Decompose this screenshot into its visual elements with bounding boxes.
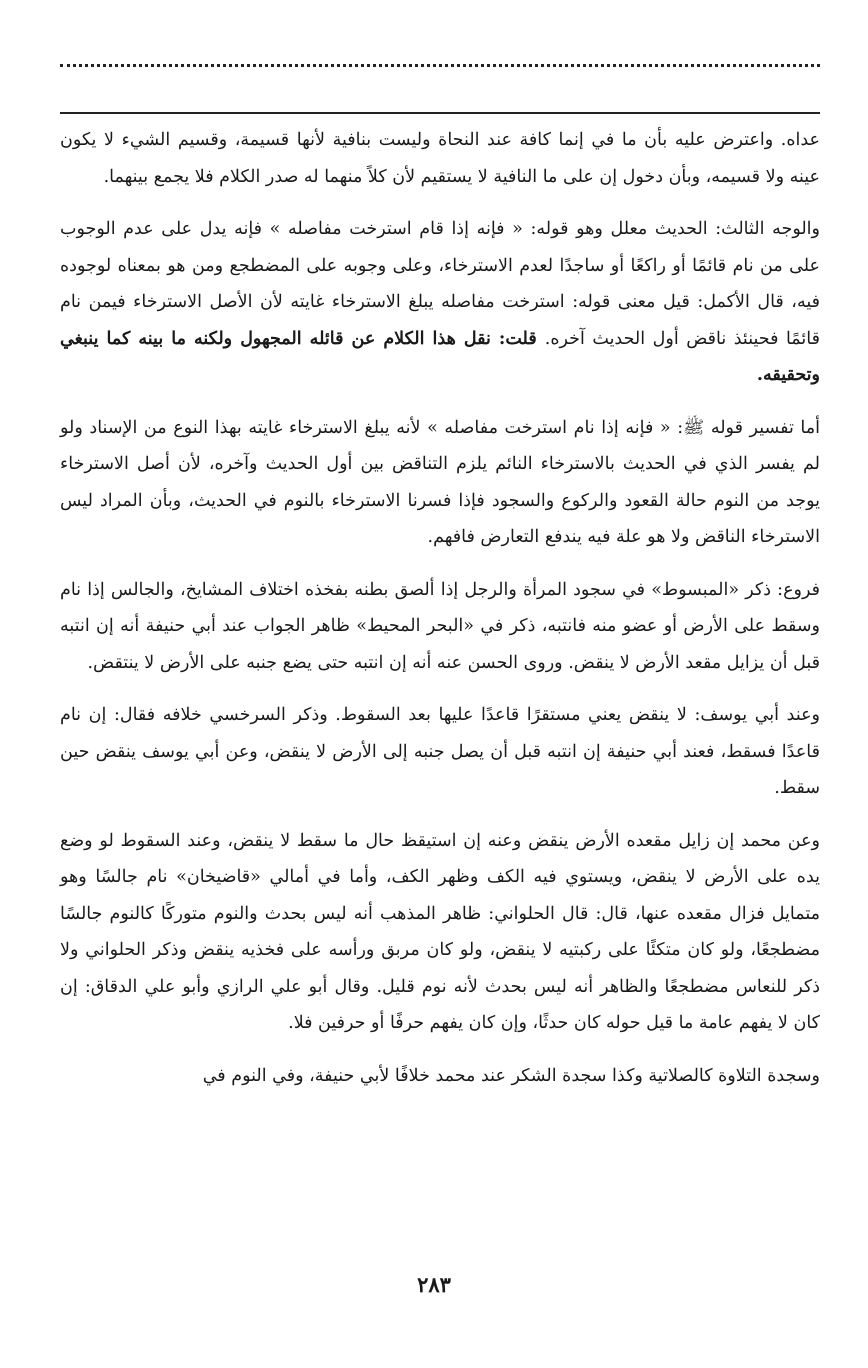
paragraph-text: وعن محمد إن زايل مقعده الأرض ينقض وعنه إن استيقظ حال ما سقط لا ينقض، وعند السقوط لو وضع يده على الأرض لا ينقض، ويستوي فيه الكف وظهر الكف، وأما في أمالي «قاضيخان» نام جالسًا وهو متمايل فزال مقعده عنها، قال: قال الحلواني: ظاهر المذهب أنه ليس بحدث والنوم متوركًا كالنوم جالسًا مضطجعًا، ولو كان متكئًا على ركبتيه لا ينقض، ولو كان مربق ورأسه على فخذيه ينقض وذكر الحلواني ولا ذكر للنعاس مضطجعًا والظاهر أنه ليس بحدث لأنه نوم قليل. وقال أبو علي الرازي وأبو علي الدقاق: إن كان لا يفهم عامة ما قيل حوله كان حدثًا، وإن كان يفهم حرفًا أو حرفين فلا.: [60, 830, 820, 1033]
paragraph-1: [60, 122, 820, 195]
header-rule: [60, 112, 820, 114]
paragraph-6: [60, 823, 820, 1042]
paragraph-5: [60, 697, 820, 807]
paragraph-text: والوجه الثالث: الحديث معلل وهو قوله: « فإنه إذا قام استرخت مفاصله » فإنه يدل على عدم الوجوب على من نام قائمًا أو راكعًا أو ساجدًا لعدم الاسترخاء، وعلى وجوبه على المضطجع ومن هو بمعناه لوجوده فيه، قال الأكمل: قيل معنى قوله: استرخت مفاصله يبلغ الاسترخاء غايته لأن الأصل الاسترخاء فيمن نام قائمًا فحينئذ ناقض أول الحديث آخره.: [60, 219, 820, 349]
paragraph-2: [60, 211, 820, 394]
qultu-note: قلت: نقل هذا الكلام عن قائله المجهول ولكنه ما بينه كما ينبغي وتحقيقه.: [60, 328, 820, 385]
paragraph-4: [60, 572, 820, 682]
paragraph-3: [60, 410, 820, 556]
page-number: ٢٨٣: [417, 1272, 451, 1297]
paragraph-text: فروع: ذكر «المبسوط» في سجود المرأة والرجل إذا ألصق بطنه بفخذه اختلاف المشايخ، والجالس إذا نام وسقط على الأرض أو عضو منه فانتبه، ذكر في «البحر المحيط» ظاهر الجواب عند أبي حنيفة أنه إن انتبه قبل أن يزايل مقعد الأرض لا ينقض. وروى الحسن عنه أنه إن انتبه حتى يضع جنبه على الأرض لا ينتقض.: [60, 579, 820, 673]
paragraph-text: عداه. واعترض عليه بأن ما في إنما كافة عند النحاة وليست بنافية لأنها قسيمة، وقسيم الشيء لا يكون عينه ولا قسيمه، وبأن دخول إن على ما النافية لا يستقيم لأن كلاً منهما له صدر الكلام فلا يجمع بينهما.: [60, 130, 820, 187]
paragraph-text: أما تفسير قوله ﷺ: « فإنه إذا نام استرخت مفاصله » لأنه يبلغ الاسترخاء غايته بهذا النوع من الإسناد ولو لم يفسر الذي في الحديث بالاسترخاء النائم يلزم التناقض بين أول الحديث وآخره، لأن أصل الاسترخاء يوجد من النوم حالة القعود والركوع والسجود فإذا فسرنا الاسترخاء بالنوم في الحديث، وبأن المراد ليس الاسترخاء الناقض ولا هو علة فيه يندفع التعارض فافهم.: [60, 417, 820, 547]
paragraph-text: وعند أبي يوسف: لا ينقض يعني مستقرًا قاعدًا عليها بعد السقوط. وذكر السرخسي خلافه فقال: إن نام قاعدًا فسقط، فعند أبي حنيفة إن انتبه قبل أن يصل جنبه إلى الأرض لا ينقض، وعن أبي يوسف ينقض حين سقط.: [60, 705, 820, 798]
paragraph-7: [60, 1058, 820, 1095]
paragraph-text: وسجدة التلاوة كالصلاتية وكذا سجدة الشكر عند محمد خلافًا لأبي حنيفة، وفي النوم في: [202, 1065, 820, 1086]
page-body: [60, 122, 820, 1110]
dotted-separator: [60, 64, 820, 75]
